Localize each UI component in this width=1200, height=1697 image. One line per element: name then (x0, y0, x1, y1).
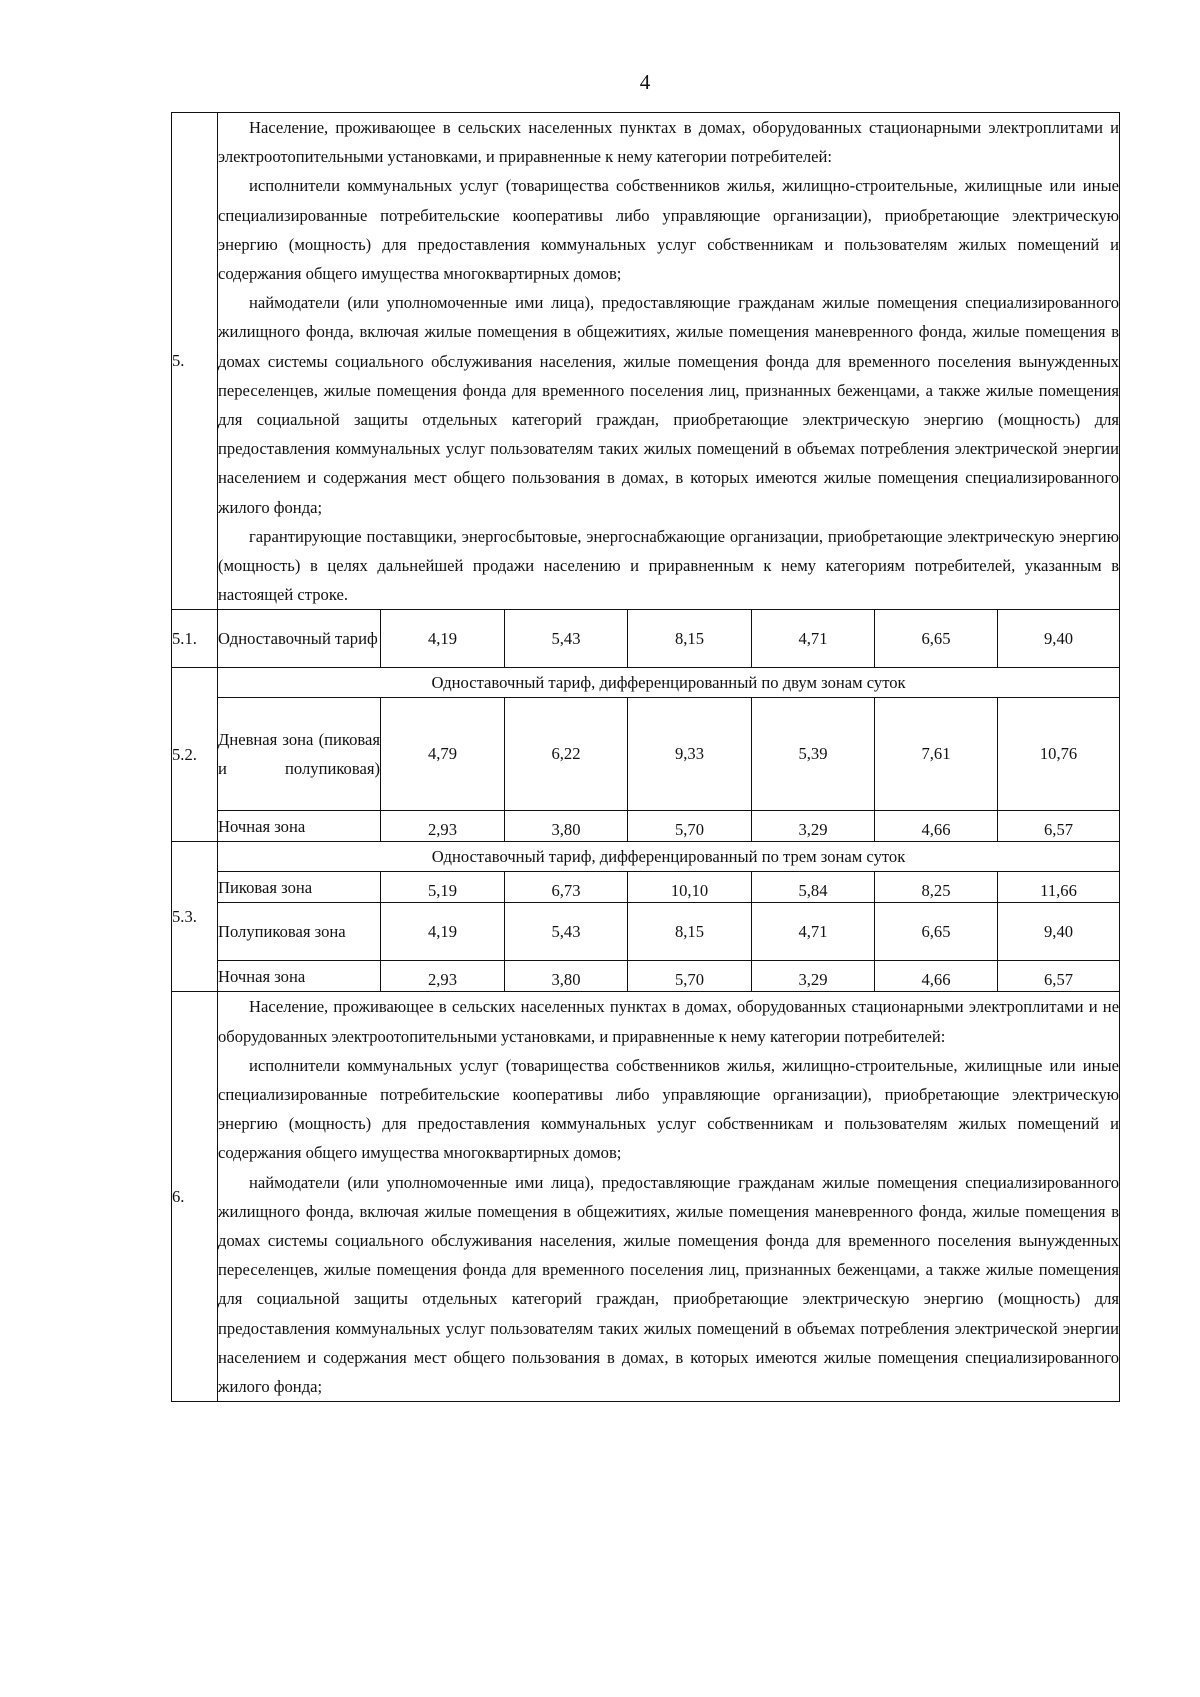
section-5-row (172, 113, 1120, 610)
tariff-value: 5,19 (381, 872, 505, 903)
row-number: 5.3. (172, 842, 218, 992)
tariff-value: 10,10 (628, 872, 752, 903)
tariff-value: 6,73 (505, 872, 628, 903)
tariff-value: 6,65 (875, 610, 998, 668)
row-number: 5.1. (172, 610, 218, 668)
tariff-value: 3,80 (505, 811, 628, 842)
tariff-value: 8,25 (875, 872, 998, 903)
tariff-value: 4,66 (875, 961, 998, 992)
tariff-label: Одноставочный тариф (218, 610, 381, 668)
row-5-3-heading (172, 842, 1120, 872)
tariff-value: 4,19 (381, 610, 505, 668)
tariff-value: 4,79 (381, 698, 505, 811)
tariff-value: 7,61 (875, 698, 998, 811)
row-5-3-peak (172, 872, 1120, 903)
section-6-row (172, 992, 1120, 1402)
paragraph: Население, проживающее в сельских населенных пунктах в домах, оборудованных стационарными электроплитами и электроотопительными установками, и приравненные к нему категории потребителей: (218, 118, 1120, 167)
paragraph: исполнители коммунальных услуг (товарищества собственников жилья, жилищно-строительные, жилищные или иные специализированные потребительские кооперативы либо управляющие организации), приобретающие электрическую энергию (мощность) для предоставления коммунальных услуг собственникам и пользователям жилых помещений и содержания общего имущества многоквартирных домов; (218, 1055, 1120, 1163)
row-5-2-day (172, 698, 1120, 811)
subsection-heading: Одноставочный тариф, дифференцированный по двум зонам суток (218, 668, 1120, 698)
paragraph: исполнители коммунальных услуг (товарищества собственников жилья, жилищно-строительные, жилищные или иные специализированные потребительские кооперативы либо управляющие организации), приобретающие электрическую энергию (мощность) для предоставления коммунальных услуг собственникам и пользователям жилых помещений и содержания общего имущества многоквартирных домов; (218, 176, 1120, 284)
row-5-2-heading (172, 668, 1120, 698)
tariff-value: 5,43 (505, 610, 628, 668)
tariff-value: 5,70 (628, 961, 752, 992)
tariff-value: 2,93 (381, 811, 505, 842)
row-number: 6. (172, 992, 218, 1402)
tariff-value: 3,29 (752, 811, 875, 842)
tariff-label: Пиковая зона (218, 872, 381, 903)
tariff-value: 5,43 (505, 903, 628, 961)
tariff-value: 6,65 (875, 903, 998, 961)
tariff-value: 3,80 (505, 961, 628, 992)
tariff-value: 9,40 (998, 610, 1120, 668)
section-5-text (218, 113, 1120, 610)
row-5-3-semipeak (172, 903, 1120, 961)
page-number: 4 (639, 70, 651, 94)
tariff-value: 3,29 (752, 961, 875, 992)
row-5-3-night (172, 961, 1120, 992)
paragraph: Население, проживающее в сельских населенных пунктах в домах, оборудованных стационарными электроплитами и не оборудованных электроотопительными установками, и приравненные к нему категории потребителей: (218, 997, 1120, 1046)
subsection-heading: Одноставочный тариф, дифференцированный по трем зонам суток (218, 842, 1120, 872)
tariff-value: 11,66 (998, 872, 1120, 903)
tariff-value: 6,22 (505, 698, 628, 811)
paragraph: наймодатели (или уполномоченные ими лица), предоставляющие гражданам жилые помещения специализированного жилищного фонда, включая жилые помещения в общежитиях, жилые помещения маневренного фонда, жилые помещения в домах системы социального обслуживания населения, жилые помещения фонда для временного поселения вынужденных переселенцев, жилые помещения фонда для временного поселения лиц, признанных беженцами, а также жилые помещения для социальной защиты отдельных категорий граждан, приобретающие электрическую энергию (мощность) для предоставления коммунальных услуг пользователям таких жилых помещений в объемах потребления электрической энергии населением и содержания мест общего пользования в домах, в которых имеются жилые помещения специализированного жилого фонда; (218, 293, 1120, 517)
tariff-value: 4,19 (381, 903, 505, 961)
tariff-label: Ночная зона (218, 811, 381, 842)
row-number: 5. (172, 113, 218, 610)
tariff-value: 9,33 (628, 698, 752, 811)
tariff-table (171, 112, 1120, 1402)
tariff-value: 4,66 (875, 811, 998, 842)
tariff-value: 6,57 (998, 961, 1120, 992)
tariff-value: 4,71 (752, 903, 875, 961)
paragraph: наймодатели (или уполномоченные ими лица), предоставляющие гражданам жилые помещения специализированного жилищного фонда, включая жилые помещения в общежитиях, жилые помещения маневренного фонда, жилые помещения в домах системы социального обслуживания населения, жилые помещения фонда для временного поселения вынужденных переселенцев, жилые помещения фонда для временного поселения лиц, признанных беженцами, а также жилые помещения для социальной защиты отдельных категорий граждан, приобретающие электрическую энергию (мощность) для предоставления коммунальных услуг пользователям таких жилых помещений в объемах потребления электрической энергии населением и содержания мест общего пользования в домах, в которых имеются жилые помещения специализированного жилого фонда; (218, 1172, 1120, 1397)
tariff-value: 5,39 (752, 698, 875, 811)
tariff-label: Дневная зона (пиковая и полупиковая) (218, 698, 381, 811)
tariff-value: 8,15 (628, 903, 752, 961)
row-5-2-night (172, 811, 1120, 842)
row-number: 5.2. (172, 668, 218, 842)
tariff-value: 4,71 (752, 610, 875, 668)
tariff-value: 9,40 (998, 903, 1120, 961)
tariff-value: 8,15 (628, 610, 752, 668)
section-6-text (218, 992, 1120, 1402)
row-5-1 (172, 610, 1120, 668)
tariff-value: 5,70 (628, 811, 752, 842)
paragraph: гарантирующие поставщики, энергосбытовые, энергоснабжающие организации, приобретающие электрическую энергию (мощность) в целях дальнейшей продажи населению и приравненным к нему категориям потребителей, указанным в настоящей строке. (218, 526, 1120, 605)
tariff-value: 2,93 (381, 961, 505, 992)
tariff-value: 5,84 (752, 872, 875, 903)
tariff-label: Ночная зона (218, 961, 381, 992)
tariff-label: Полупиковая зона (218, 903, 381, 961)
tariff-value: 6,57 (998, 811, 1120, 842)
tariff-value: 10,76 (998, 698, 1120, 811)
